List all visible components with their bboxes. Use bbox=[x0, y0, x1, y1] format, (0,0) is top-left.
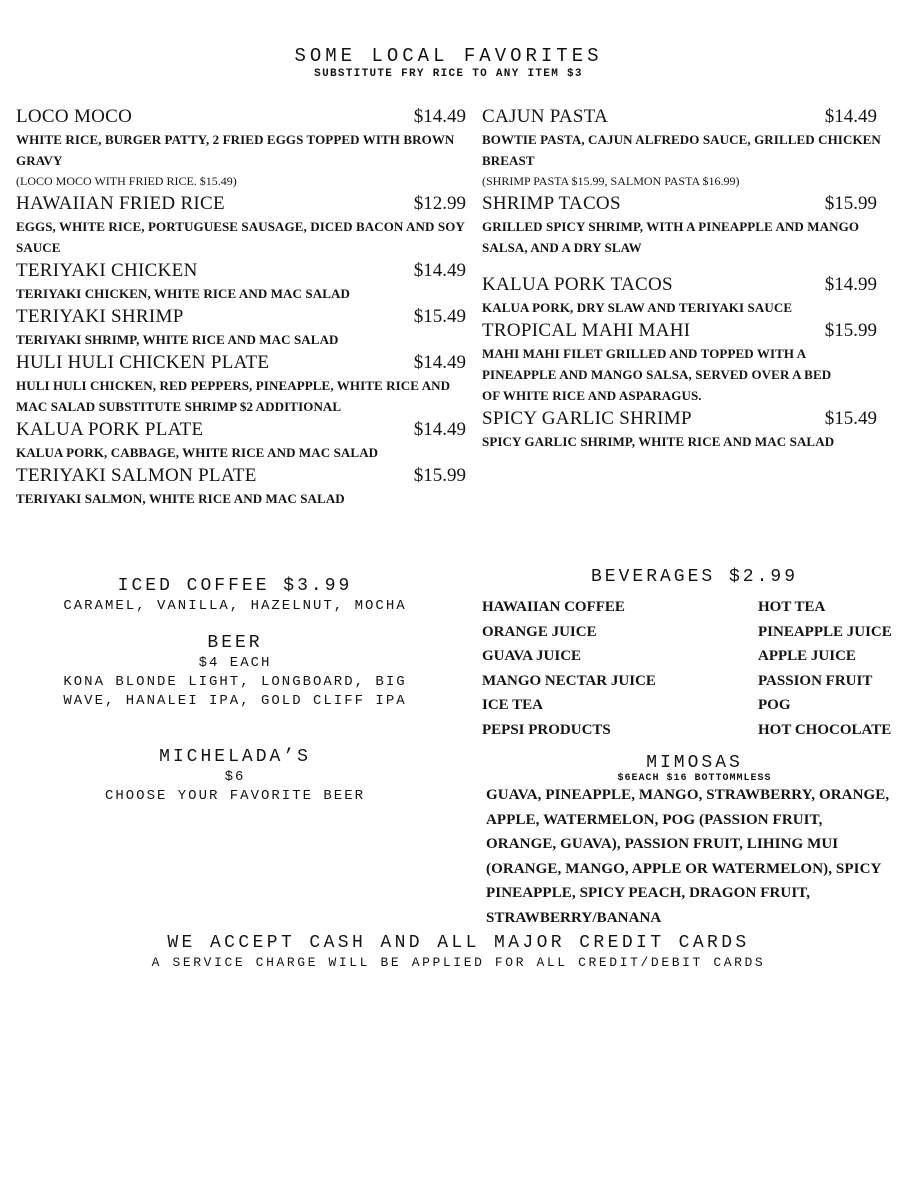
menu-item bbox=[16, 304, 466, 350]
list-item: APPLE JUICE bbox=[758, 648, 856, 665]
item-description: TERIYAKI SALMON, WHITE RICE AND MAC SALAD bbox=[16, 491, 345, 506]
menu-item bbox=[16, 350, 466, 417]
list-item: ORANGE JUICE bbox=[482, 623, 597, 640]
list-item: PEPSI PRODUCTS bbox=[482, 721, 611, 738]
page-title: SOME LOCAL FAVORITES bbox=[294, 45, 603, 67]
item-price: $15.99 bbox=[824, 193, 877, 214]
item-description: TERIYAKI SHRIMP, WHITE RICE AND MAC SALAD bbox=[16, 332, 339, 347]
list-item: GUAVA JUICE bbox=[482, 648, 582, 665]
item-description: SPICY GARLIC SHRIMP, WHITE RICE AND MAC SALAD bbox=[482, 434, 835, 449]
menu-item bbox=[482, 191, 907, 272]
beer-list: KONA BLONDE LIGHT, LONGBOARD, BIG WAVE, HANALEI IPA, GOLD CLIFF IPA bbox=[63, 674, 407, 709]
iced-coffee-title: ICED COFFEE $3.99 bbox=[117, 576, 353, 596]
item-description: BOWTIE PASTA, CAJUN ALFREDO SAUCE, GRILLED CHICKEN BREAST bbox=[482, 132, 881, 168]
mimosas-subtitle: $6EACH $16 BOTTOMMLESS bbox=[617, 773, 772, 784]
iced-coffee-flavors: CARAMEL, VANILLA, HAZELNUT, MOCHA bbox=[63, 598, 407, 614]
item-price: $12.99 bbox=[413, 193, 466, 214]
mimosas-title: MIMOSAS bbox=[646, 753, 743, 773]
item-price: $14.49 bbox=[413, 260, 466, 281]
list-item: HOT CHOCOLATE bbox=[758, 721, 892, 738]
list-item: PASSION FRUIT bbox=[758, 672, 873, 689]
michelada-price: $6 bbox=[224, 769, 246, 785]
item-name: SHRIMP TACOS bbox=[482, 193, 621, 214]
iced-coffee-section bbox=[20, 575, 450, 616]
item-price: $14.49 bbox=[413, 352, 466, 373]
michelada-section bbox=[20, 746, 450, 806]
item-price: $15.49 bbox=[413, 306, 466, 327]
item-price: $14.49 bbox=[413, 106, 466, 127]
item-note: (LOCO MOCO WITH FRIED RICE. $15.49) bbox=[16, 174, 237, 188]
page-subtitle: SUBSTITUTE FRY RICE TO ANY ITEM $3 bbox=[314, 68, 583, 80]
left-menu-column bbox=[16, 104, 466, 509]
michelada-note: CHOOSE YOUR FAVORITE BEER bbox=[104, 788, 366, 804]
item-price: $15.99 bbox=[413, 465, 466, 486]
item-description: KALUA PORK, DRY SLAW AND TERIYAKI SAUCE bbox=[482, 300, 793, 315]
item-description: MAHI MAHI FILET GRILLED AND TOPPED WITH A PINEAPPLE AND MANGO SALSA, SERVED OVER A BED OF WHITE RICE AND ASPARAGUS. bbox=[482, 346, 832, 403]
beverages-title: BEVERAGES $2.99 bbox=[590, 567, 799, 587]
payment-footer bbox=[0, 932, 917, 971]
list-item: MANGO NECTAR JUICE bbox=[482, 672, 656, 689]
item-note: (SHRIMP PASTA $15.99, SALMON PASTA $16.99) bbox=[482, 174, 740, 188]
beer-price: $4 EACH bbox=[198, 655, 272, 671]
list-item: PINEAPPLE JUICE bbox=[758, 623, 892, 640]
menu-item bbox=[16, 258, 466, 304]
item-price: $15.99 bbox=[824, 320, 877, 341]
menu-item bbox=[482, 318, 907, 406]
item-price: $15.49 bbox=[824, 408, 877, 429]
michelada-title: MICHELADA’S bbox=[159, 747, 311, 767]
item-description: KALUA PORK, CABBAGE, WHITE RICE AND MAC SALAD bbox=[16, 445, 379, 460]
item-description: GRILLED SPICY SHRIMP, WITH A PINEAPPLE AND MANGO SALSA, AND A DRY SLAW bbox=[482, 219, 860, 255]
item-description: WHITE RICE, BURGER PATTY, 2 FRIED EGGS TOPPED WITH BROWN GRAVY bbox=[16, 132, 455, 168]
item-price: $14.49 bbox=[413, 419, 466, 440]
item-name: TERIYAKI CHICKEN bbox=[16, 260, 198, 281]
item-price: $14.49 bbox=[824, 106, 877, 127]
beverages-list bbox=[482, 595, 907, 743]
item-price: $14.99 bbox=[824, 274, 877, 295]
item-name: SPICY GARLIC SHRIMP bbox=[482, 408, 692, 429]
item-name: KALUA PORK PLATE bbox=[16, 419, 204, 440]
menu-item bbox=[16, 417, 466, 463]
menu-item bbox=[482, 104, 907, 191]
beer-title: BEER bbox=[207, 633, 263, 653]
list-item: HAWAIIAN COFFEE bbox=[482, 599, 625, 615]
menu-item bbox=[482, 272, 907, 318]
menu-item bbox=[16, 104, 466, 191]
menu-header bbox=[0, 44, 897, 81]
beverages-section-title bbox=[482, 566, 907, 588]
payment-line: WE ACCEPT CASH AND ALL MAJOR CREDIT CARDS bbox=[167, 933, 750, 953]
list-item: HOT TEA bbox=[758, 599, 826, 615]
list-item: POG bbox=[758, 697, 791, 714]
item-description: EGGS, WHITE RICE, PORTUGUESE SAUSAGE, DICED BACON AND SOY SAUCE bbox=[16, 219, 465, 255]
item-name: TERIYAKI SHRIMP bbox=[16, 306, 184, 327]
menu-item bbox=[482, 406, 907, 452]
item-name: TERIYAKI SALMON PLATE bbox=[16, 465, 257, 486]
right-menu-column bbox=[482, 104, 907, 452]
list-item: ICE TEA bbox=[482, 697, 543, 714]
mimosas-section-title bbox=[482, 752, 907, 784]
item-name: HULI HULI CHICKEN PLATE bbox=[16, 352, 270, 373]
mimosas-flavors: GUAVA, PINEAPPLE, MANGO, STRAWBERRY, ORANGE, APPLE, WATERMELON, POG (PASSION FRUIT, ORANGE, GUAVA), PASSION FRUIT, LIHING MUI (ORANGE, MANGO, APPLE OR WATERMELON), SPICY PINEAPPLE, SPICY PEACH, DRAGON FRUIT, STRAWBERRY/BANANA bbox=[486, 787, 890, 926]
item-description: HULI HULI CHICKEN, RED PEPPERS, PINEAPPLE, WHITE RICE AND MAC SALAD SUBSTITUTE SHRIMP $2 ADDITIONAL bbox=[16, 378, 451, 414]
menu-item bbox=[16, 463, 466, 509]
menu-item bbox=[16, 191, 466, 258]
item-description: TERIYAKI CHICKEN, WHITE RICE AND MAC SALAD bbox=[16, 286, 350, 301]
beer-section bbox=[20, 632, 450, 711]
item-name: TROPICAL MAHI MAHI bbox=[482, 320, 691, 341]
item-name: CAJUN PASTA bbox=[482, 106, 609, 127]
item-name: HAWAIIAN FRIED RICE bbox=[16, 193, 225, 214]
item-name: LOCO MOCO bbox=[16, 106, 133, 127]
item-name: KALUA PORK TACOS bbox=[482, 274, 673, 295]
service-charge-line: A SERVICE CHARGE WILL BE APPLIED FOR ALL CREDIT/DEBIT CARDS bbox=[151, 955, 766, 970]
